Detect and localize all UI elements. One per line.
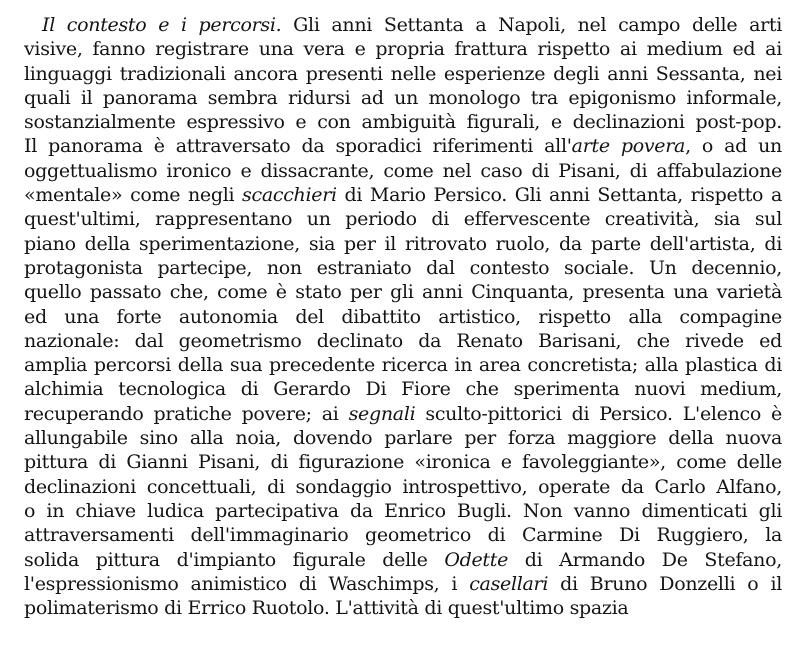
text-run: attraversamenti dell'immaginario geometrico di Carmine Di Ruggiero, la xyxy=(24,524,782,547)
text-line xyxy=(24,596,782,620)
text-line xyxy=(24,329,782,353)
text-run: pittura di Gianni Pisani, di figurazione «ironica e favoleggiante», come delle xyxy=(24,451,782,474)
body-paragraph xyxy=(24,13,782,620)
text-line xyxy=(24,134,782,158)
text-run: allungabile sino alla noia, dovendo parlare per forza maggiore della nuova xyxy=(24,427,782,450)
text-line xyxy=(24,86,782,110)
italic-text: arte povera xyxy=(571,135,686,158)
text-line xyxy=(24,426,782,450)
text-line xyxy=(24,548,782,572)
text-line xyxy=(24,256,782,280)
text-line xyxy=(24,232,782,256)
text-run: quest'ultimi, rappresentano un periodo di effervescente creatività, sia sul xyxy=(24,208,782,231)
text-run: visive, fanno registrare una vera e propria frattura rispetto ai medium ed ai xyxy=(24,38,782,61)
text-run: , o ad un xyxy=(685,135,782,158)
text-run: oggettualismo ironico e dissacrante, come nel caso di Pisani, di affabulazione xyxy=(24,159,782,182)
text-run: o in chiave ludica partecipativa da Enrico Bugli. Non vanno dimenticati gli xyxy=(24,499,782,522)
document-page xyxy=(24,13,782,620)
text-run: protagonista partecipe, non estraniato dal contesto sociale. Un decennio, xyxy=(24,256,782,279)
text-run: nazionale: dal geometrismo declinato da Renato Barisani, che rivede ed xyxy=(24,329,782,352)
italic-text: segnali xyxy=(348,402,416,425)
text-line xyxy=(24,159,782,183)
text-run: amplia percorsi della sua precedente ricerca in area concretista; alla plastica di xyxy=(24,354,782,377)
text-line xyxy=(24,353,782,377)
text-run: sostanzialmente espressivo e con ambiguità figurali, e declinazioni post-pop. xyxy=(24,111,782,134)
text-line xyxy=(24,523,782,547)
text-run: Il panorama è attraversato da sporadici riferimenti all' xyxy=(24,135,572,158)
text-line xyxy=(24,62,782,86)
italic-text: Odette xyxy=(444,548,509,571)
text-run: solida pittura d'impianto figurale delle xyxy=(24,548,445,571)
text-run: polimaterismo di Errico Ruotolo. L'attività di quest'ultimo spazia xyxy=(24,597,629,620)
text-run: di Mario Persico. Gli anni Settanta, rispetto a xyxy=(336,184,782,207)
italic-text: Il contesto e i percorsi. xyxy=(42,14,282,36)
text-line xyxy=(24,183,782,207)
text-line xyxy=(24,572,782,596)
text-line xyxy=(24,499,782,523)
text-line xyxy=(24,207,782,231)
text-run: di Bruno Donzelli o il xyxy=(548,572,782,595)
text-line xyxy=(24,450,782,474)
text-run: alchimia tecnologica di Gerardo Di Fiore che sperimenta nuovi medium, xyxy=(24,378,782,401)
text-run: ed una forte autonomia del dibattito artistico, rispetto alla compagine xyxy=(24,305,782,328)
text-line xyxy=(24,305,782,329)
italic-text: scacchieri xyxy=(242,184,337,207)
text-line xyxy=(24,402,782,426)
text-line xyxy=(24,475,782,499)
text-run: declinazioni concettuali, di sondaggio introspettivo, operate da Carlo Alfano, xyxy=(24,475,782,498)
text-line xyxy=(24,13,782,37)
text-line xyxy=(24,377,782,401)
text-run: linguaggi tradizionali ancora presenti nelle esperienze degli anni Sessanta, nei xyxy=(24,62,782,85)
text-line xyxy=(24,37,782,61)
text-run: Gli anni Settanta a Napoli, nel campo delle arti xyxy=(281,14,782,36)
text-line xyxy=(24,110,782,134)
text-run: quali il panorama sembra ridursi ad un monologo tra epigonismo informale, xyxy=(24,86,782,109)
text-run: di Armando De Stefano, xyxy=(508,548,782,571)
text-line xyxy=(24,280,782,304)
text-run: l'espressionismo animistico di Waschimps, i xyxy=(24,572,470,595)
text-run: piano della sperimentazione, sia per il ritrovato ruolo, da parte dell'artista, di xyxy=(24,232,782,255)
text-run: quello passato che, come è stato per gli anni Cinquanta, presenta una varietà xyxy=(24,281,782,304)
text-run: recuperando pratiche povere; ai xyxy=(24,402,349,425)
text-run: «mentale» come negli xyxy=(24,184,243,207)
italic-text: casellari xyxy=(469,572,549,595)
text-run: sculto-pittorici di Persico. L'elenco è xyxy=(415,402,782,425)
